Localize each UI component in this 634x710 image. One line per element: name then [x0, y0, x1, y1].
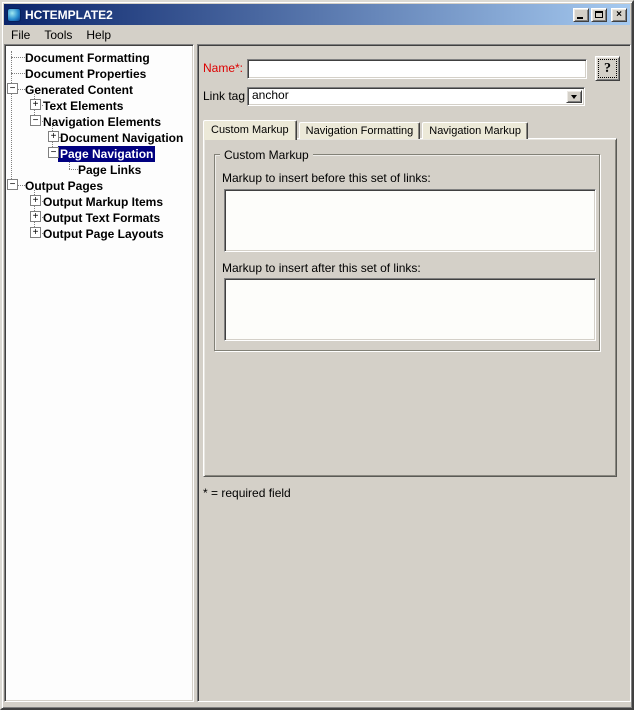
tree-item-output-text-formats[interactable]: [7, 209, 191, 225]
expand-icon[interactable]: +: [30, 227, 41, 238]
tree-item-text-elements[interactable]: [7, 97, 191, 113]
expand-icon[interactable]: +: [30, 195, 41, 206]
tree-item-generated-content[interactable]: [7, 81, 191, 97]
menu-bar: [4, 25, 630, 44]
tree-item-document-navigation[interactable]: [7, 129, 191, 145]
minimize-button[interactable]: [573, 8, 589, 22]
tree-item-output-page-layouts[interactable]: [7, 225, 191, 241]
help-button[interactable]: ?: [595, 56, 620, 81]
tab-content-panel: [203, 138, 617, 477]
tree-label: Page Navigation: [60, 147, 154, 161]
tree-label: Document Navigation: [60, 131, 184, 145]
tree-label: Generated Content: [25, 83, 134, 97]
tab-navigation-markup[interactable]: Navigation Markup: [422, 122, 528, 139]
collapse-icon[interactable]: −: [30, 115, 41, 126]
tree-label: Output Markup Items: [43, 195, 164, 209]
custom-markup-group: [214, 148, 600, 351]
menu-tools[interactable]: Tools: [44, 27, 73, 42]
link-tag-label: Link tag: [203, 89, 246, 103]
chevron-down-icon: [571, 95, 577, 102]
tree-label: Text Elements: [43, 99, 124, 113]
markup-after-textarea[interactable]: [224, 278, 596, 341]
tree-panel: [4, 44, 194, 702]
expand-icon[interactable]: +: [30, 211, 41, 222]
window-controls: [573, 8, 627, 22]
tree-label: Output Page Layouts: [43, 227, 164, 241]
required-field-note: * = required field: [203, 486, 291, 500]
app-icon: [7, 8, 21, 22]
title-bar[interactable]: [4, 4, 630, 25]
tree-label: Document Formatting: [25, 51, 150, 65]
tree-item-page-navigation[interactable]: [7, 145, 191, 161]
minimize-icon: [577, 17, 583, 19]
content-panel: [197, 44, 631, 702]
tree: [7, 47, 191, 699]
tree-item-document-formatting[interactable]: [7, 49, 191, 65]
link-tag-value: anchor: [252, 88, 289, 102]
tree-label: Navigation Elements: [43, 115, 162, 129]
link-tag-select[interactable]: [247, 87, 585, 106]
tree-item-document-properties[interactable]: [7, 65, 191, 81]
close-icon: ×: [616, 8, 622, 20]
maximize-button[interactable]: [591, 8, 607, 22]
expand-icon[interactable]: +: [30, 99, 41, 110]
name-input[interactable]: [247, 59, 587, 79]
tree-label: Page Links: [78, 163, 142, 177]
tree-label: Output Text Formats: [43, 211, 161, 225]
markup-before-textarea[interactable]: [224, 189, 596, 252]
tree-item-navigation-elements[interactable]: [7, 113, 191, 129]
maximize-icon: [595, 11, 603, 18]
collapse-icon[interactable]: −: [7, 179, 18, 190]
tab-bar: [203, 119, 530, 139]
tree-item-output-markup-items[interactable]: [7, 193, 191, 209]
collapse-icon[interactable]: −: [48, 147, 59, 158]
tree-label: Document Properties: [25, 67, 147, 81]
expand-icon[interactable]: +: [48, 131, 59, 142]
tree-item-output-pages[interactable]: [7, 177, 191, 193]
dropdown-button[interactable]: [566, 90, 582, 103]
markup-before-label: Markup to insert before this set of links:: [222, 171, 431, 185]
group-title: Custom Markup: [220, 148, 313, 162]
tab-custom-markup[interactable]: Custom Markup: [203, 120, 297, 140]
menu-help[interactable]: Help: [86, 27, 112, 42]
markup-after-label: Markup to insert after this set of links:: [222, 261, 421, 275]
menu-file[interactable]: File: [11, 27, 31, 42]
tab-navigation-formatting[interactable]: Navigation Formatting: [299, 122, 421, 139]
close-button[interactable]: [611, 8, 627, 22]
window-title: HCTEMPLATE2: [25, 7, 113, 22]
tree-item-page-links[interactable]: [7, 161, 191, 177]
name-label: Name*:: [203, 61, 244, 75]
collapse-icon[interactable]: −: [7, 83, 18, 94]
tree-label: Output Pages: [25, 179, 104, 193]
